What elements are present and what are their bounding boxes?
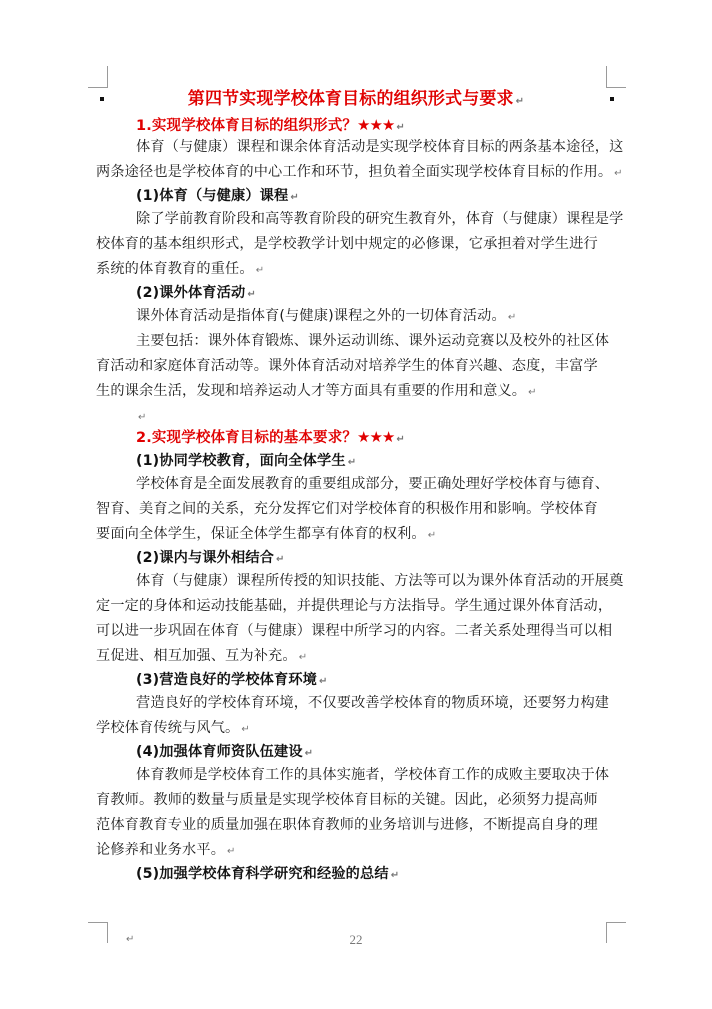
paragraph-line: 两条途径也是学校体育的中心工作和环节，担负着全面实现学校体育目标的作用。 ↵ bbox=[96, 164, 623, 180]
paragraph-mark: ↵ bbox=[304, 748, 314, 759]
section-heading-2: 2.实现学校体育目标的基本要求？★★★ ↵ bbox=[136, 428, 405, 446]
paragraph-mark: ↵ bbox=[347, 457, 357, 468]
paragraph-line: 课外体育活动是指体育(与健康)课程之外的一切体育活动。 ↵ bbox=[136, 308, 517, 324]
paragraph-mark: ↵ bbox=[298, 652, 308, 663]
paragraph-line: 生的课余生活，发现和培养运动人才等方面具有重要的作用和意义。 ↵ bbox=[96, 383, 537, 399]
page-title: 第四节实现学校体育目标的组织形式与要求 ↵ bbox=[187, 89, 525, 109]
paragraph-line: 范体育教育专业的质量加强在职体育教师的业务培训与进修，不断提高自身的理 bbox=[96, 817, 598, 833]
subheading-2-2: (2)课内与课外相结合 ↵ bbox=[136, 550, 285, 566]
paragraph-line: 定一定的身体和运动技能基础，并提供理论与方法指导。学生通过课外体育活动， bbox=[96, 598, 613, 614]
subheading-2-1: (1)协同学校教育，面向全体学生 ↵ bbox=[136, 453, 357, 469]
section-heading-1: 1.实现学校体育目标的组织形式？★★★ ↵ bbox=[136, 116, 405, 134]
paragraph-mark: ↵ bbox=[227, 846, 236, 857]
paragraph-line: 学校体育传统与风气。 ↵ bbox=[96, 720, 250, 736]
paragraph-line: 除了学前教育阶段和高等教育阶段的研究生教育外，体育（与健康）课程是学 bbox=[136, 211, 624, 227]
paragraph-line: 论修养和业务水平。 ↵ bbox=[96, 842, 236, 858]
paragraph-mark: ↵ bbox=[528, 387, 537, 398]
paragraph-mark: ↵ bbox=[255, 265, 265, 276]
crop-mark-top-left bbox=[107, 66, 108, 87]
crop-mark-bottom-left bbox=[88, 922, 108, 923]
paragraph-mark: ↵ bbox=[396, 122, 405, 133]
subheading-1-1: (1)体育（与健康）课程 ↵ bbox=[136, 188, 299, 204]
paragraph-mark: ↵ bbox=[241, 724, 250, 735]
crop-mark-top-right bbox=[606, 66, 607, 87]
paragraph-line: 智育、美育之间的关系，充分发挥它们对学校体育的积极作用和影响。学校体育 bbox=[96, 501, 598, 517]
subheading-1-2: (2)课外体育活动 ↵ bbox=[136, 285, 256, 301]
star-rating: ★★★ bbox=[357, 116, 395, 134]
subheading-2-3: (3)营造良好的学校体育环境 ↵ bbox=[136, 672, 328, 688]
paragraph-mark: ↵ bbox=[390, 870, 400, 881]
paragraph-line: 育教师。教师的数量与质量是实现学校体育目标的关键。因此，必须努力提高师 bbox=[96, 792, 598, 808]
paragraph-line: 体育教师是学校体育工作的具体实施者，学校体育工作的成败主要取决于体 bbox=[136, 767, 610, 783]
paragraph-line: 育活动和家庭体育活动等。课外体育活动对培养学生的体育兴趣、态度，丰富学 bbox=[96, 358, 598, 374]
paragraph-mark: ↵ bbox=[396, 434, 405, 445]
paragraph-mark: ↵ bbox=[427, 530, 437, 541]
subheading-2-4: (4)加强体育师资队伍建设 ↵ bbox=[136, 744, 314, 760]
paragraph-mark: ↵ bbox=[276, 554, 285, 565]
paragraph-line: 系统的体育教育的重任。 ↵ bbox=[96, 261, 265, 277]
paragraph-mark: ↵ bbox=[290, 192, 299, 203]
star-rating: ★★★ bbox=[357, 428, 395, 446]
paragraph-line: 互促进、相互加强、互为补充。 ↵ bbox=[96, 648, 308, 664]
paragraph-line: 要面向全体学生，保证全体学生都享有体育的权利。 ↵ bbox=[96, 526, 437, 542]
paragraph-mark: ↵ bbox=[247, 289, 256, 300]
paragraph-line: 体育（与健康）课程所传授的知识技能、方法等可以为课外体育活动的开展奠 bbox=[136, 573, 624, 589]
paragraph-line: 主要包括：课外体育锻炼、课外运动训练、课外运动竞赛以及校外的社区体 bbox=[136, 333, 610, 349]
paragraph-line: 体育（与健康）课程和课余体育活动是实现学校体育目标的两条基本途径，这 bbox=[136, 139, 624, 155]
subheading-2-5: (5)加强学校体育科学研究和经验的总结 ↵ bbox=[136, 866, 400, 882]
paragraph-line: 可以进一步巩固在体育（与健康）课程中所学习的内容。二者关系处理得当可以相 bbox=[96, 623, 613, 639]
paragraph-line: 营造良好的学校体育环境，不仅要改善学校体育的物质环境，还要努力构建 bbox=[136, 695, 610, 711]
paragraph-mark: ↵ bbox=[319, 676, 328, 687]
paragraph-mark: ↵ bbox=[614, 168, 623, 179]
page-number: 22 bbox=[349, 932, 363, 947]
paragraph-mark: ↵ bbox=[138, 412, 147, 423]
crop-mark-bottom-right bbox=[606, 922, 626, 923]
paragraph-line: 学校体育是全面发展教育的重要组成部分，要正确处理好学校体育与德育、 bbox=[136, 476, 610, 492]
footer-paragraph-mark: ↵ bbox=[126, 934, 135, 945]
paragraph-mark: ↵ bbox=[507, 312, 517, 323]
paragraph-line: 校体育的基本组织形式，是学校教学计划中规定的必修课，它承担着对学生进行 bbox=[96, 236, 598, 252]
paragraph-mark: ↵ bbox=[515, 96, 525, 107]
